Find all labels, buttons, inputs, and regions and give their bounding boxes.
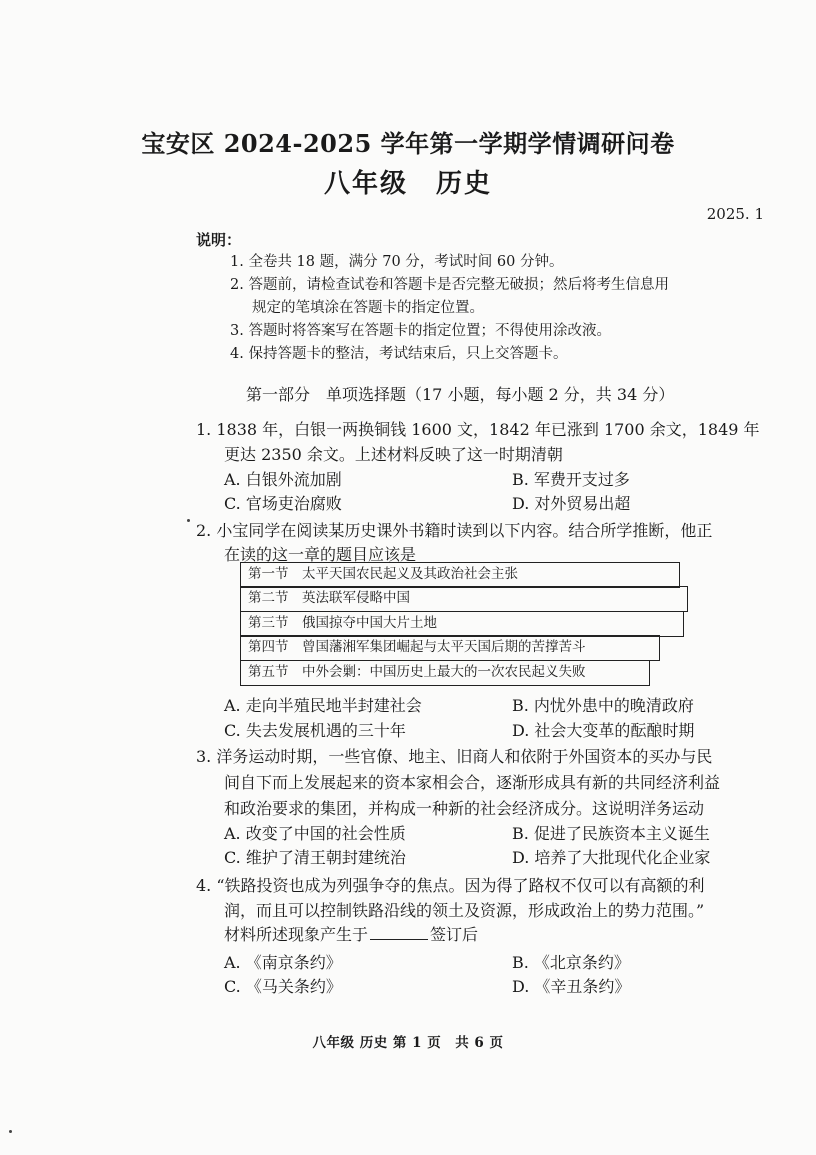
question-3-option-b: B. 促进了民族资本主义诞生	[512, 824, 710, 843]
question-2-option-d: D. 社会大变革的酝酿时期	[512, 721, 695, 740]
question-3-option-c: C. 维护了清王朝封建统治	[224, 848, 406, 867]
question-4-option-d: D. 《辛丑条约》	[512, 977, 631, 996]
question-1-option-a: A. 白银外流加剧	[224, 470, 342, 489]
question-4-line: 润，而且可以控制铁路沿线的领土及资源，形成政治上的势力范围。”	[224, 901, 705, 920]
chapter-contents-table	[240, 563, 688, 686]
scan-speck	[187, 519, 190, 522]
page-title: 宝安区 2024-2025 学年第一学期学情调研问卷	[141, 129, 675, 158]
question-1-line: 更达 2350 余文。上述材料反映了这一时期清朝	[224, 445, 563, 464]
instruction-item: 1. 全卷共 18 题，满分 70 分，考试时间 60 分钟。	[230, 254, 564, 270]
question-4-text-before-blank: 材料所述现象产生于	[224, 925, 369, 944]
question-4-line	[224, 922, 478, 945]
page-subtitle: 八年级 历史	[323, 169, 492, 199]
question-1-line: 1. 1838 年，白银一两换铜钱 1600 文，1842 年已涨到 1700 余文，1849 年	[196, 420, 760, 439]
table-row: 第一节 太平天国农民起义及其政治社会主张	[240, 562, 680, 588]
instructions-heading: 说明：	[196, 231, 242, 249]
question-4-option-c: C. 《马关条约》	[224, 977, 342, 996]
table-row: 第四节 曾国藩湘军集团崛起与太平天国后期的苦撑苦斗	[240, 635, 660, 661]
question-4-line: 4. “铁路投资也成为列强争夺的焦点。因为得了路权不仅可以有高额的利	[196, 876, 705, 895]
question-2-option-c: C. 失去发展机遇的三十年	[224, 721, 406, 740]
question-4-option-a: A. 《南京条约》	[224, 953, 342, 972]
scan-speck	[9, 1130, 12, 1133]
instruction-item-continued: 规定的笔填涂在答题卡的指定位置。	[252, 300, 484, 316]
question-3-option-a: A. 改变了中国的社会性质	[224, 824, 406, 843]
table-row: 第五节 中外会剿：中国历史上最大的一次农民起义失败	[240, 660, 650, 686]
table-row: 第二节 英法联军侵略中国	[240, 586, 688, 612]
question-3-option-d: D. 培养了大批现代化企业家	[512, 848, 711, 867]
question-4-option-b: B. 《北京条约》	[512, 953, 630, 972]
question-1-option-c: C. 官场吏治腐败	[224, 494, 342, 513]
question-1-option-b: B. 军费开支过多	[512, 470, 630, 489]
instruction-item: 2. 答题前，请检查试卷和答题卡是否完整无破损；然后将考生信息用	[230, 277, 669, 293]
question-2-option-b: B. 内忧外患中的晚清政府	[512, 696, 694, 715]
section-heading: 第一部分 单项选择题（17 小题，每小题 2 分，共 34 分）	[246, 385, 675, 404]
question-2-option-a: A. 走向半殖民地半封建社会	[224, 696, 422, 715]
question-3-line: 和政治要求的集团，并构成一种新的社会经济成分。这说明洋务运动	[224, 799, 705, 818]
table-row: 第三节 俄国掠夺中国大片土地	[240, 611, 684, 637]
instruction-item: 4. 保持答题卡的整洁，考试结束后，只上交答题卡。	[230, 346, 568, 362]
question-2-line: 在读的这一章的题目应该是	[224, 545, 417, 564]
question-4-text-after-blank: 签订后	[430, 925, 479, 944]
question-3-line: 3. 洋务运动时期，一些官僚、地主、旧商人和依附于外国资本的买办与民	[196, 747, 713, 766]
answer-blank	[370, 925, 428, 940]
question-1-option-d: D. 对外贸易出超	[512, 494, 631, 513]
question-3-line: 间自下而上发展起来的资本家相会合，逐渐形成具有新的共同经济利益	[224, 773, 721, 792]
page-footer: 八年级 历史 第 1 页 共 6 页	[312, 1035, 504, 1051]
instruction-item: 3. 答题时将答案写在答题卡的指定位置；不得使用涂改液。	[230, 323, 611, 339]
question-2-line: 2. 小宝同学在阅读某历史课外书籍时读到以下内容。结合所学推断，他正	[196, 521, 713, 540]
exam-date: 2025. 1	[706, 205, 764, 223]
